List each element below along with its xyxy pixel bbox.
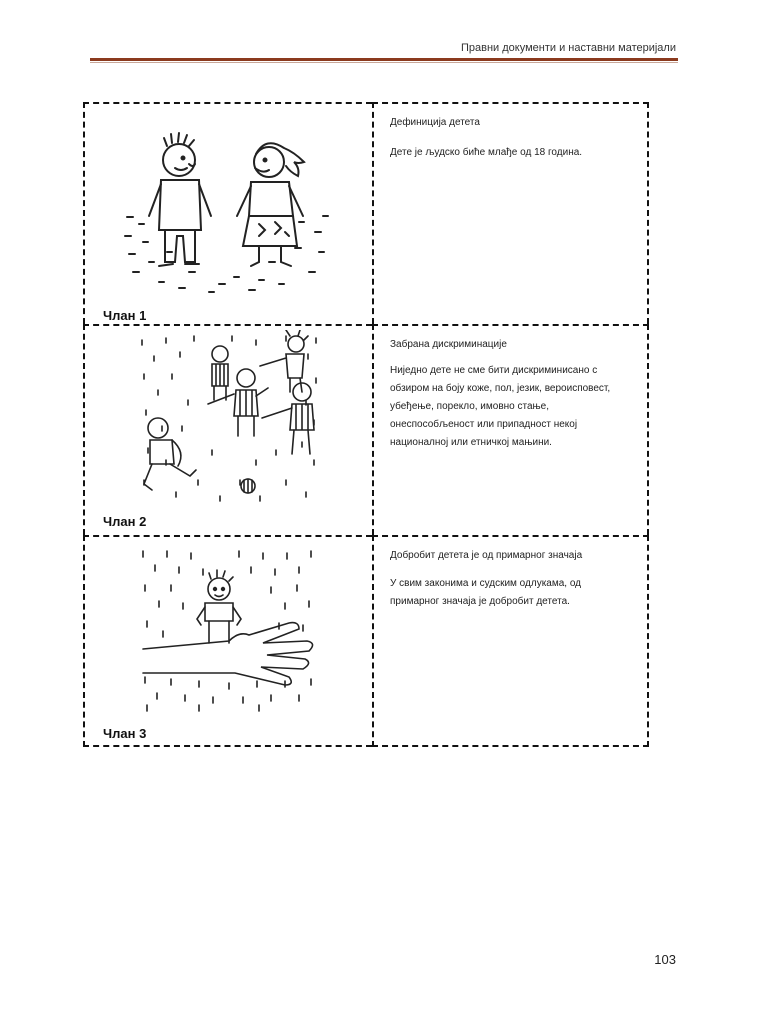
article-row-2 [83,324,649,535]
article-text: Дете је људско биће млађе од 18 година. [390,147,583,158]
page-number: 103 [654,952,676,967]
article-text: Ниједно дете не сме бити дискриминисано с обзиром на боју коже, пол, језик, вероисповест, убеђење, порекло, имовно стање, онеспособљеност или припадност некој националној или етничкој мањини. [390,365,611,448]
article-text-cell [372,324,649,535]
article-title: Забрана дискриминације [390,339,507,350]
illustration-child-on-hand [139,545,319,713]
article-number-label: Члан 1 [103,308,147,323]
article-number-label: Члан 2 [103,514,147,529]
article-row-3 [83,535,649,747]
article-illustration-cell [83,102,372,324]
article-text-cell [372,535,649,747]
article-number-label: Члан 3 [103,726,147,741]
header-rule [90,58,678,61]
illustration-children-playing-ball [136,330,322,506]
article-illustration-cell [83,324,372,535]
article-title: Добробит детета је од примарног значаја [390,550,583,561]
article-illustration-cell [83,535,372,747]
article-row-1 [83,102,649,324]
article-text: У свим законима и судским одлукама, од примарног значаја је добробит детета. [390,578,582,607]
header-rule-thin [90,62,678,63]
article-title: Дефиниција детета [390,117,480,128]
illustration-boy-and-girl [119,112,339,302]
article-text-cell [372,102,649,324]
running-header: Правни документи и наставни материјали [460,42,676,54]
article-card-grid [83,102,649,747]
